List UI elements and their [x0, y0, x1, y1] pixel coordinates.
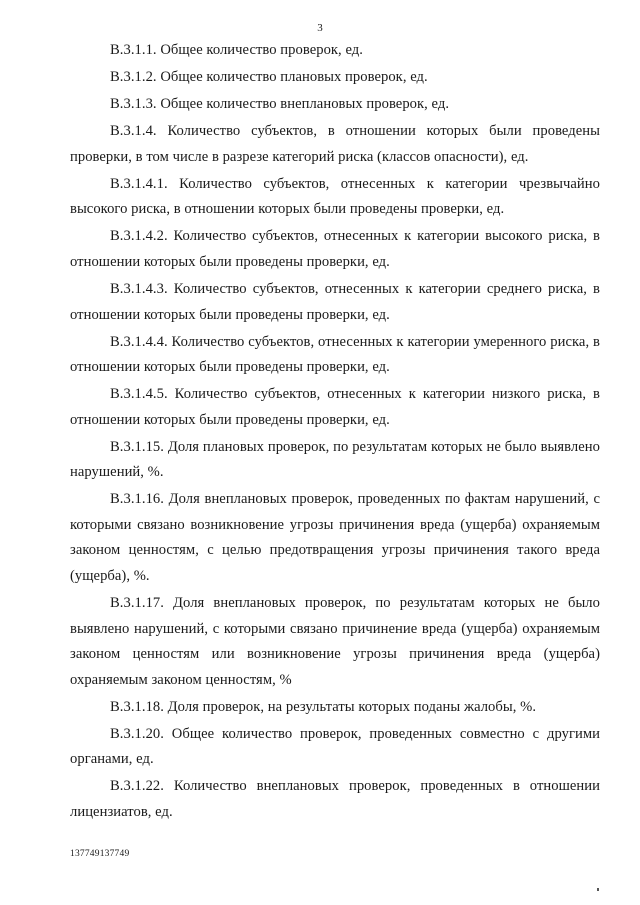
paragraph-b-3-1-4-4: В.3.1.4.4. Количество субъектов, отнесенных к категории умеренного риска, в отношении которых были проведены проверки, ед.: [70, 333, 600, 376]
paragraph-b-3-1-17: В.3.1.17. Доля внеплановых проверок, по результатам которых не было выявлено нарушений, с которыми связано причинение вреда (ущерба) охраняемым законом ценностям или возникновение угрозы причинения вреда (ущерба) охраняемым законом ценностям, %: [70, 595, 600, 688]
paragraph-b-3-1-4-1: В.3.1.4.1. Количество субъектов, отнесенных к категории чрезвычайно высокого риска, в отношении которых были проведены проверки, ед.: [70, 175, 600, 218]
paragraph-b-3-1-3: В.3.1.3. Общее количество внеплановых проверок, ед.: [110, 96, 450, 113]
paragraph-b-3-1-4-2: В.3.1.4.2. Количество субъектов, отнесенных к категории высокого риска, в отношении которых были проведены проверки, ед.: [70, 228, 600, 270]
paragraph-b-3-1-18: В.3.1.18. Доля проверок, на результаты которых поданы жалобы, %.: [110, 698, 537, 715]
paragraph-b-3-1-4-5: В.3.1.4.5. Количество субъектов, отнесенных к категории низкого риска, в отношении которых были проведены проверки, ед.: [70, 386, 600, 428]
paragraph-b-3-1-2: В.3.1.2. Общее количество плановых проверок, ед.: [110, 69, 428, 86]
scan-mark: [597, 888, 599, 891]
paragraph-b-3-1-1: В.3.1.1. Общее количество проверок, ед.: [110, 42, 363, 58]
paragraph-b-3-1-16: В.3.1.16. Доля внеплановых проверок, проведенных по фактам нарушений, с которыми связано возникновение угрозы причинения вреда (ущерба) охраняемым законом ценностям, с целью предотвращения угрозы причинения такого вреда (ущерба), %.: [70, 491, 600, 584]
document-code: 137749137749: [70, 849, 130, 859]
paragraph-b-3-1-20: В.3.1.20. Общее количество проверок, проведенных совместно с другими органами, ед.: [70, 725, 600, 768]
paragraph-b-3-1-15: В.3.1.15. Доля плановых проверок, по результатам которых не было выявлено нарушений, %.: [70, 438, 600, 481]
page-number: 3: [317, 22, 323, 34]
paragraph-b-3-1-22: В.3.1.22. Количество внеплановых проверок, проведенных в отношении лицензиатов, ед.: [70, 778, 600, 820]
paragraph-b-3-1-4-3: В.3.1.4.3. Количество субъектов, отнесенных к категории среднего риска, в отношении которых были проведены проверки, ед.: [70, 281, 600, 323]
paragraph-b-3-1-4: В.3.1.4. Количество субъектов, в отношении которых были проведены проверки, в том числе в разрезе категорий риска (классов опасности), ед.: [70, 123, 600, 165]
document-body: [70, 38, 600, 825]
